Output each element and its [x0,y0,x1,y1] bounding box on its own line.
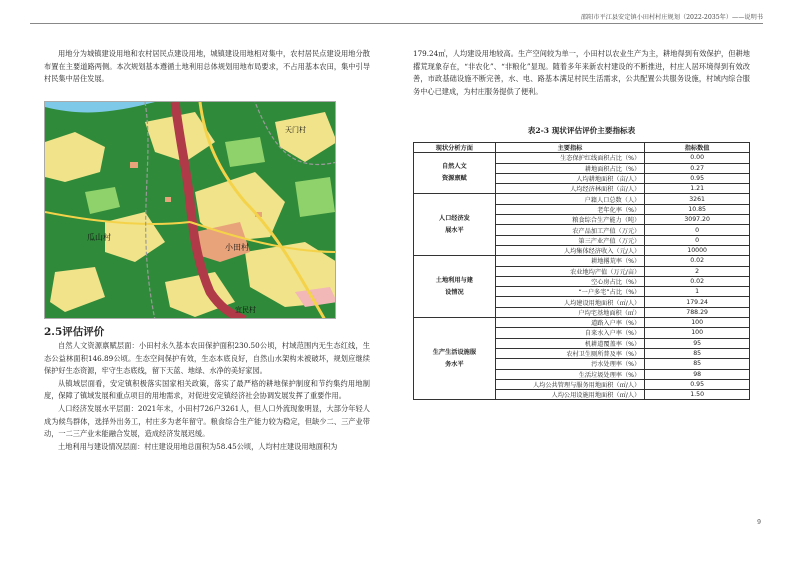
table-value-cell: 10000 [645,245,750,255]
category-line: 展水平 [445,226,464,234]
table-indicator-cell: 农产品加工产值（万元） [495,225,645,235]
map-label: 宜民村 [235,306,256,314]
map-label: 天门村 [285,126,306,134]
table-indicator-cell: 人均集体经济收入（元/人） [495,245,645,255]
table-value-cell: 788.29 [645,307,750,317]
table-indicator-cell: 人均建设用地面积（㎡/人） [495,297,645,307]
category-line: 自然人文 [441,163,467,171]
table-value-cell: 98 [645,369,750,379]
land-use-map [44,101,336,319]
table-indicator-cell: 道路入户率（%） [495,318,645,328]
table-value-cell: 95 [645,338,750,348]
table-header-cell: 现状分析方面 [414,143,496,153]
table-indicator-cell: 机耕道覆盖率（%） [495,338,645,348]
table-value-cell: 0.02 [645,276,750,286]
category-line: 设情况 [445,288,464,296]
map-label: 小田村 [225,243,249,252]
right-intro [413,48,750,98]
table-indicator-cell: 农村卫生厕所普及率（%） [495,348,645,358]
table-row [414,194,750,204]
table-indicator-cell: 人均经济林面积（亩/人） [495,184,645,194]
table-category-cell [414,194,496,256]
map-orchard [225,137,265,167]
table-value-cell: 10.85 [645,204,750,214]
table-indicator-cell: 农业地均产值（万元/亩） [495,266,645,276]
table-indicator-cell: 第三产业产值（万元） [495,235,645,245]
table-value-cell: 3261 [645,194,750,204]
map-label: 瓜山村 [87,233,111,242]
table-indicator-cell: 户均宅基地面积（㎡） [495,307,645,317]
evaluation-paragraph: 人口经济发展水平层面：2021年末，小田村726户3261人，但人口外流现象明显，大部分年轻人成为候鸟群体，选择外出务工，村庄多为老年留守。粮食综合生产能力较为稳定，但缺少二、三产业带动，一二三产业未能融合发展，造成经济发展迟缓。 [44,403,370,439]
left-intro [44,48,370,86]
table-value-cell: 1.50 [645,390,750,400]
table-value-cell: 1 [645,287,750,297]
table-indicator-cell: 生活垃圾处理率（%） [495,369,645,379]
table-indicator-cell: 空心房占比（%） [495,276,645,286]
table-category-cell [414,153,496,194]
land-use-map-svg [45,102,336,319]
evaluation-paragraph: 土地利用与建设情况层面：村庄建设用地总面积为58.45公顷，人均村庄建设用地面积为 [58,441,338,451]
table-indicator-cell: 人均公用设施用地面积（㎡/人） [495,390,645,400]
table-value-cell: 100 [645,318,750,328]
table-indicator-cell: 户籍人口总数（人） [495,194,645,204]
table-indicator-cell: 污水处理率（%） [495,359,645,369]
table-value-cell: 0 [645,235,750,245]
table-indicator-cell: 自来水入户率（%） [495,328,645,338]
table-value-cell: 85 [645,359,750,369]
table-indicator-cell: “一户多宅”占比（%） [495,287,645,297]
table-value-cell: 0 [645,225,750,235]
category-line: 土地利用与建 [435,276,473,284]
table-row [414,153,750,163]
page-number: 9 [757,519,761,526]
table-value-cell: 3097.20 [645,215,750,225]
map-village [130,162,138,168]
table-value-cell: 1.21 [645,184,750,194]
table-value-cell: 0.02 [645,256,750,266]
table-value-cell: 85 [645,348,750,358]
evaluation-paragraph: 从镇域层面看，安定镇积极落实国家相关政策，落实了最严格的耕地保护制度和节约集约用地制度，保障了镇域发展和重点项目的用地需求，对促进安定镇经济社会协调发展发挥了重要作用。 [44,378,370,401]
table-indicator-cell: 老年化率（%） [495,204,645,214]
category-line: 生产生活设施服 [432,348,477,356]
table-value-cell: 2 [645,266,750,276]
table-value-cell: 0.95 [645,379,750,389]
table-caption: 表2-3 现状评估评价主要指标表 [527,126,636,135]
category-line: 人口经济发 [438,214,470,222]
table-value-cell: 0.95 [645,173,750,183]
category-line: 务水平 [445,360,464,368]
section-title: 2.5评估评价 [44,326,105,338]
table-indicator-cell: 粮食综合生产能力（吨） [495,215,645,225]
evaluation-text [44,340,370,453]
table-header-row [414,143,750,153]
table-header-cell: 指标数值 [645,143,750,153]
table-indicator-cell: 耕地面积占比（%） [495,163,645,173]
table-body [414,153,750,400]
table-row [414,318,750,328]
continued-paragraph: 179.24㎡，人均建设用地较高。生产空间较为单一，小田村以农业生产为主，耕地得到有效保护，但耕地撂荒现象存在，“非农化”、“非粮化”显现。随着多年来新农村建设的不断推进，村庄人居环境得到有效改善，市政基础设施不断完善，水、电、路基本满足村民生活需求，公共配置公共服务设施，村域内综合服务中心已建成，为村庄服务提供了便利。 [413,49,750,96]
map-village [165,197,171,202]
header-rule [30,23,763,24]
evaluation-table [413,142,750,400]
table-category-cell [414,256,496,318]
table-value-cell: 179.24 [645,297,750,307]
table-value-cell: 100 [645,328,750,338]
table-indicator-cell: 耕地撂荒率（%） [495,256,645,266]
table-category-cell [414,318,496,400]
table-indicator-cell: 人均公共管理与服务用地面积（㎡/人） [495,379,645,389]
table-header-cell: 主要指标 [495,143,645,153]
table-indicator-cell: 生态保护红线面积占比（%） [495,153,645,163]
intro-paragraph: 用地分为城镇建设用地和农村居民点建设用地，城镇建设用地相对集中，农村居民点建设用地分散布置在主要道路两侧。本次规划基本遵循土地利用总体规划用地布局要求，不占用基本农田，集中引导村民集中居住发展。 [44,49,370,84]
running-header: 邵阳市平江县安定镇小田村村庄规划（2022-2035年）——说明书 [580,14,763,21]
table-value-cell: 0.27 [645,163,750,173]
evaluation-paragraph: 自然人文资源禀赋层面：小田村永久基本农田保护面积230.50公顷，村域范围内无生态红线，生态公益林面积146.89公顷。生态空间保护有效，生态本底良好，自然山水架构未被破坏，规划应继续保护好生态资源，牢守生态底线，留下天蓝、地绿、水净的美好家园。 [44,341,370,376]
map-orchard [295,177,335,217]
table-value-cell: 0.00 [645,153,750,163]
table-indicator-cell: 人均耕地面积（亩/人） [495,173,645,183]
table-row [414,256,750,266]
category-line: 资源禀赋 [441,175,467,183]
